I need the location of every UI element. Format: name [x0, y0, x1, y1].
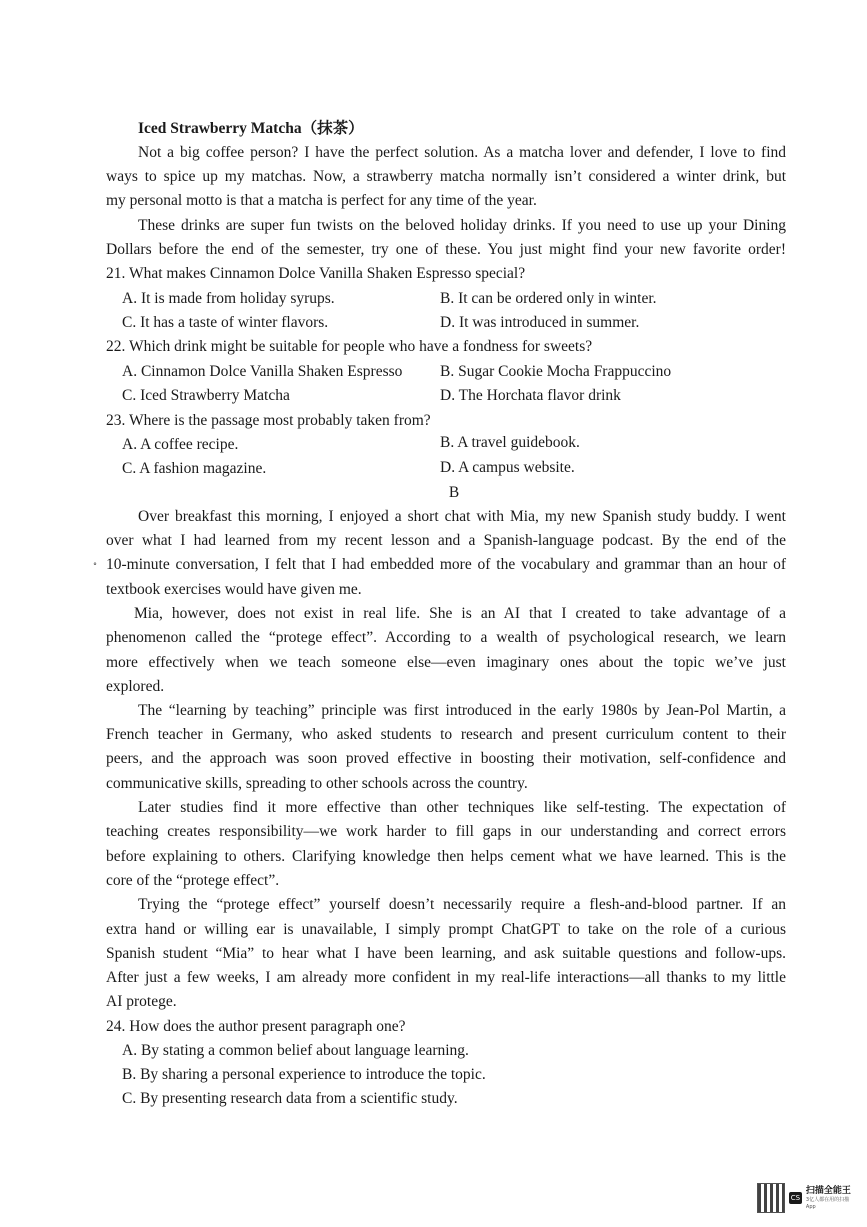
passage-b-line: teaching creates responsibility—we work harder to fill gaps in our understanding and correct errors — [106, 823, 786, 840]
scanner-badge-title: 扫描全能王 — [805, 1185, 851, 1196]
answer-option: A. It is made from holiday syrups. — [122, 290, 335, 307]
passage-b-line: Trying the “protege effect” yourself doesn’t necessarily require a flesh-and-blood partner. If an — [138, 896, 786, 913]
passage-b-line: Spanish student “Mia” to hear what I have been learning, and ask suitable questions and follow-ups. — [106, 945, 786, 962]
passage-b-line: Mia, however, does not exist in real life. She is an AI that I created to take advantage of a — [134, 605, 786, 622]
answer-option: C. A fashion magazine. — [122, 460, 267, 477]
question-stem: 22. Which drink might be suitable for people who have a fondness for sweets? — [106, 338, 593, 355]
answer-option: D. It was introduced in summer. — [440, 314, 640, 331]
passage-a-heading: Iced Strawberry Matcha（抹茶） — [138, 120, 364, 137]
passage-b-line: extra hand or willing ear is unavailable, I simply prompt ChatGPT to take on the role of a curious — [106, 921, 786, 938]
passage-a-line: ways to spice up my matchas. Now, a strawberry matcha normally isn’t considered a winter drink, but — [106, 168, 786, 185]
answer-option: B. It can be ordered only in winter. — [440, 290, 657, 307]
passage-b-line: textbook exercises would have given me. — [106, 581, 362, 598]
answer-option: B. Sugar Cookie Mocha Frappuccino — [440, 363, 672, 380]
passage-b-line: French teacher in Germany, who asked students to research and present curriculum content to their — [106, 726, 786, 743]
passage-b-line: After just a few weeks, I am already more confident in my real-life interactions—all thanks to my little — [106, 969, 786, 986]
qr-code-icon — [757, 1183, 785, 1213]
passage-b-line: The “learning by teaching” principle was first introduced in the early 1980s by Jean-Pol Martin, a — [138, 702, 786, 719]
answer-option: C. Iced Strawberry Matcha — [122, 387, 290, 404]
answer-option: A. A coffee recipe. — [122, 436, 239, 453]
answer-option: D. A campus website. — [440, 459, 575, 476]
answer-option: D. The Horchata flavor drink — [440, 387, 621, 404]
passage-b-line: 10-minute conversation, I felt that I had embedded more of the vocabulary and grammar than an hour of — [106, 556, 786, 573]
passage-b-line: over what I had learned from my recent lesson and a Spanish-language podcast. By the end of the — [106, 532, 786, 549]
passage-b-line: core of the “protege effect”. — [106, 872, 280, 889]
section-label: B — [448, 484, 460, 501]
passage-a-line: These drinks are super fun twists on the beloved holiday drinks. If you need to use up your Dining — [138, 217, 786, 234]
answer-option: C. By presenting research data from a scientific study. — [122, 1090, 458, 1107]
scanner-badge-text — [806, 1186, 855, 1211]
passage-b-line: before explaining to others. Clarifying knowledge then helps cement what we have learned. This is the — [106, 848, 786, 865]
passage-a-line: my personal motto is that a matcha is perfect for any time of the year. — [106, 192, 537, 209]
question-stem: 21. What makes Cinnamon Dolce Vanilla Shaken Espresso special? — [106, 265, 526, 282]
answer-option: C. It has a taste of winter flavors. — [122, 314, 329, 331]
question-stem: 23. Where is the passage most probably taken from? — [106, 412, 431, 429]
passage-a-line: Not a big coffee person? I have the perfect solution. As a matcha lover and defender, I love to find — [138, 144, 786, 161]
scanner-badge-subtitle: 3亿人都在用的扫描App — [805, 1196, 850, 1210]
answer-option: B. By sharing a personal experience to introduce the topic. — [122, 1066, 486, 1083]
passage-b-line: communicative skills, spreading to other schools across the country. — [106, 775, 528, 792]
passage-b-line: phenomenon called the “protege effect”. According to a wealth of psychological research, we learn — [106, 629, 786, 646]
scan-mark: ˚ — [93, 560, 97, 574]
passage-b-line: Over breakfast this morning, I enjoyed a short chat with Mia, my new Spanish study buddy. I went — [138, 508, 786, 525]
answer-option: A. Cinnamon Dolce Vanilla Shaken Espresso — [122, 363, 403, 380]
passage-b-line: AI protege. — [106, 993, 177, 1010]
passage-b-line: peers, and the approach was soon proved effective in boosting their motivation, self-confidence and — [106, 750, 786, 767]
camscanner-logo-icon: CS — [790, 1194, 801, 1202]
answer-option: B. A travel guidebook. — [440, 434, 580, 451]
passage-b-line: more effectively when we teach someone else—even imaginary ones about the topic we’ve just — [106, 654, 786, 671]
question-stem: 24. How does the author present paragraph one? — [106, 1018, 406, 1035]
answer-option: A. By stating a common belief about language learning. — [122, 1042, 469, 1059]
passage-b-line: explored. — [106, 678, 165, 695]
scanner-watermark — [757, 1181, 855, 1215]
passage-b-line: Later studies find it more effective than other techniques like self-testing. The expectation of — [138, 799, 786, 816]
passage-a-line: Dollars before the end of the semester, try one of these. You just might find your new favorite order! — [106, 241, 786, 258]
